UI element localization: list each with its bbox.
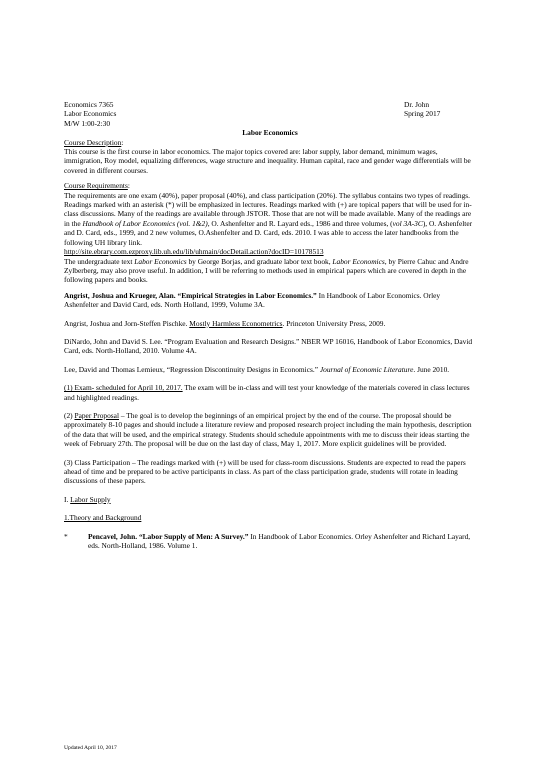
term: Spring 2017 xyxy=(404,109,441,119)
exam-item xyxy=(64,383,476,402)
ref-source: In Handbook of Labor Economics. Orley Ashenfelter and David Card, eds. North Holland, 1999, Volume 3A. xyxy=(64,290,441,310)
handbook-title: Handbook of Labor Economics (vol. 1&2) xyxy=(82,218,208,228)
requirements-text: by George Borjas, and graduate labor text book, xyxy=(186,256,333,266)
instructor: Dr. John xyxy=(404,100,430,109)
reading-source: In Handbook of Labor Economics. Orley Ashenfelter and Richard Layard, eds. North-Holland, 1986. Volume 1. xyxy=(88,531,471,551)
reference-item xyxy=(64,291,476,310)
description-section xyxy=(64,138,476,176)
course-number: Economics 7365 xyxy=(64,100,114,109)
requirements-text: The requirements are one exam (40%), paper proposal (40%), and class participation (20%). The syllabus contains two types of readings. Readings marked with an asterisk (*) will be emphasized in lectures. Readings marked with (+) are topical papers that will be used for in-class discussions. Many of the readings are available through JSTOR. Those that are not will be made available. Many of the readings are in the xyxy=(64,190,472,228)
emphasis-marker: * xyxy=(64,531,68,541)
course-name: Labor Economics xyxy=(64,109,117,119)
section-heading xyxy=(64,495,476,504)
ref-title: Mostly Harmless Econometrics xyxy=(189,318,283,328)
requirements-text: ), O. Ashenfelter and D. Card, eds., 1999, and 2 new volumes, O.Ashenfelter and D. Card, eds. 2010. I was able to access the later handbooks from the following UH library link. xyxy=(64,218,473,247)
proposal-label: Paper Proposal xyxy=(74,410,120,420)
exam-text: The exam will be in-class and will test your knowledge of the materials covered in class lectures and highlighted readings. xyxy=(64,383,470,402)
description-body: This course is the first course in labor economics. The major topics covered are: labor supply, labor demand, minimum wages, immigration, Roy model, equalizing differences, wage structure and inequality. Human capital, race and gender wage differentials will be covered in different courses. xyxy=(64,147,471,175)
colon: : xyxy=(121,137,124,147)
undergrad-text-title: Labor Economics xyxy=(134,256,187,266)
ref-source: . June 2010. xyxy=(413,364,450,374)
requirements-text: , by Pierre Cahuc and Andre Zylberberg, may also prove useful. In addition, I will be referring to methods used in empirical papers which are covered in depth in the following papers and books. xyxy=(64,256,469,285)
exam-label: (1) Exam- scheduled for April 10, 2017. xyxy=(64,383,183,393)
header-row-2 xyxy=(64,109,476,118)
page-title: Labor Economics xyxy=(242,128,298,138)
participation-item: (3) Class Participation – The readings marked with (+) will be used for class-room discussions. Students are expected to read the papers ahead of time and be prepared to be active participants in class. As part of the class participation grade, students will rotate in leading discussions of these papers. xyxy=(64,457,466,486)
library-link[interactable]: http://site.ebrary.com.ezproxy.lib.uh.edu/lib/uhmain/docDetail.action?docID=10178513 xyxy=(64,247,324,257)
reference-item xyxy=(64,365,476,374)
grad-text-title: Labor Economics xyxy=(332,256,385,266)
section-numeral: I. xyxy=(64,494,71,504)
subsection-heading: 1.Theory and Background xyxy=(64,513,142,523)
ref-authors: Lee, David and Thomas Lemieux, xyxy=(64,364,165,374)
footer-updated: Updated April 10, 2017 xyxy=(64,745,117,751)
header-row-1 xyxy=(64,100,476,109)
page-content xyxy=(64,100,476,550)
ref-source: NBER WP 16016, Handbook of Labor Economics, David Card, eds. North-Holland, 2010. Volume 4A. xyxy=(64,336,473,356)
reading-authors: Pencavel, John. xyxy=(88,531,138,541)
ref-authors: Angrist, Joshua and Krueger, Alan. xyxy=(64,290,176,300)
volume-label: vol 3A-3C xyxy=(392,218,423,228)
requirements-body xyxy=(64,191,476,285)
ref-title: “Regression Discontinuity Designs in Economics.” xyxy=(166,364,318,374)
requirements-heading: Course Requirements xyxy=(64,181,128,191)
ref-title: “Program Evaluation and Research Designs.” xyxy=(164,336,300,346)
reference-item xyxy=(64,337,476,356)
ref-journal: Journal of Economic Literature xyxy=(319,364,414,374)
reading-item xyxy=(64,532,476,551)
requirements-text: , O. Ashenfelter and R. Layard eds., 1986 and three volumes, ( xyxy=(207,218,393,228)
reading-title: “Labor Supply of Men: A Survey.” xyxy=(138,531,249,541)
ref-source: . Princeton University Press, 2009. xyxy=(282,318,386,328)
proposal-item xyxy=(64,411,476,449)
schedule: M/W 1:00-2:30 xyxy=(64,118,111,128)
proposal-number: (2) xyxy=(64,410,75,420)
ref-title: “Empirical Strategies in Labor Economics.” xyxy=(177,290,317,300)
requirements-text: The undergraduate text xyxy=(64,256,135,266)
requirements-section: Course Requirements: The requirements are one exam (40%), paper proposal (40%), and class participation (20%). The syllabus contains two types of readings. Readings marked with an asterisk (*) will be emphasized in lectures. Readings marked with (+) are topical papers that will be used for in-class discussions. Many of the readings are available through JSTOR. Those that are not will be made available. Many of the readings are in the Handbook of Labor Economics (vol. 1&2), O. Ashenfelter and R. Layard eds., 1986 and three volumes, (vol 3A-3C), O. Ashenfelter and D. Card, eds., 1999, and 2 new volumes, O.Ashenfelter and D. Card, eds. 2010. I was able to access the later handbooks from the following UH library link. http://site.ebrary.com.ezproxy.lib.uh.edu/lib/uhmain/docDetail.action?docID=10178513 The undergraduate text Labor Economics by George Borjas, and graduate labor text book, Labor Economics, by Pierre Cahuc and Andre Zylberberg, may also prove useful. In addition, I will be referring to methods used in empirical papers which are covered in depth in the following papers and books. xyxy=(64,181,476,284)
ref-authors: DiNardo, John and David S. Lee. xyxy=(64,336,163,346)
reference-item xyxy=(64,319,476,328)
ref-authors: Angrist, Joshua and Jorn-Steffen Pischke. xyxy=(64,318,188,328)
proposal-text: – The goal is to develop the beginnings of an empirical project by the end of the course. The proposal should be approximately 8-10 pages and should include a literature review and proposed research project including the main hypothesis, description of the data that will be used, and the empirical strategy. Students should schedule appointments with me to discuss their ideas starting the week of February 27th. The proposal will be due on the last day of class, May 1, 2017. More explicit guidelines will be provided. xyxy=(64,410,472,449)
description-heading: Course Description xyxy=(64,137,122,147)
section-title: Labor Supply xyxy=(70,494,111,504)
